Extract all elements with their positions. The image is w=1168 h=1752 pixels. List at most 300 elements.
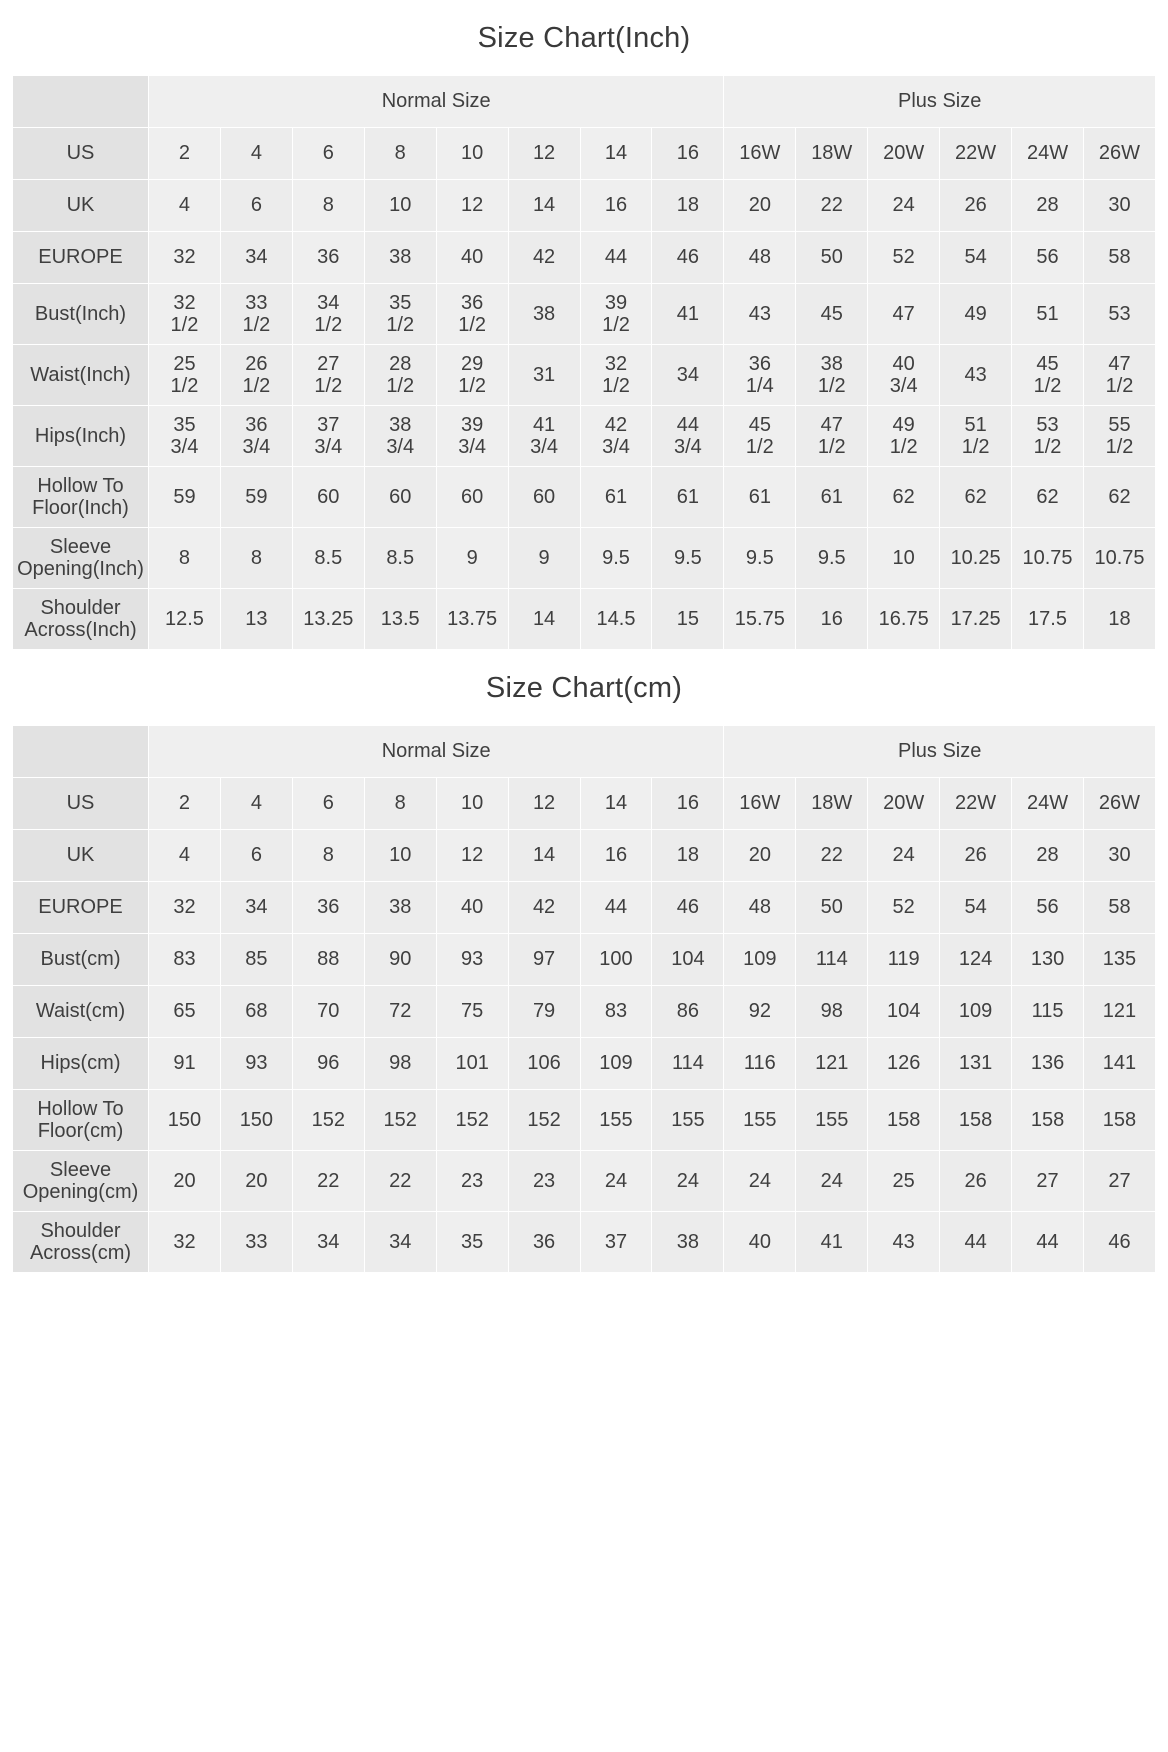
table-cell: 10 bbox=[436, 778, 508, 830]
table-cell: 51 bbox=[1012, 284, 1084, 345]
table-cell: 20 bbox=[149, 1151, 221, 1212]
row-label: Shoulder Across(Inch) bbox=[13, 589, 149, 650]
table-cell: 38 3/4 bbox=[364, 406, 436, 467]
table-cell: 62 bbox=[1012, 467, 1084, 528]
table-cell: 22 bbox=[292, 1151, 364, 1212]
table-cell: 32 1/2 bbox=[149, 284, 221, 345]
table-cell: 85 bbox=[220, 934, 292, 986]
table-cell: 40 3/4 bbox=[868, 345, 940, 406]
table-group-header: Normal Size bbox=[149, 76, 724, 128]
table-cell: 121 bbox=[796, 1038, 868, 1090]
table-cell: 46 bbox=[652, 882, 724, 934]
table-cell: 23 bbox=[436, 1151, 508, 1212]
table-cell: 59 bbox=[220, 467, 292, 528]
table-row bbox=[13, 1212, 1156, 1273]
table-cell: 8 bbox=[292, 180, 364, 232]
table-cell: 61 bbox=[796, 467, 868, 528]
table-cell: 60 bbox=[364, 467, 436, 528]
table-cell: 34 bbox=[364, 1212, 436, 1273]
table-cell: 61 bbox=[580, 467, 652, 528]
table-cell: 36 3/4 bbox=[220, 406, 292, 467]
table-corner-cell bbox=[13, 726, 149, 778]
row-label: Sleeve Opening(Inch) bbox=[13, 528, 149, 589]
table-cell: 43 bbox=[868, 1212, 940, 1273]
table-cell: 33 bbox=[220, 1212, 292, 1273]
table-cell: 24 bbox=[868, 830, 940, 882]
table-cell: 54 bbox=[940, 232, 1012, 284]
table-cell: 8.5 bbox=[292, 528, 364, 589]
table-cell: 20 bbox=[724, 830, 796, 882]
table-cell: 97 bbox=[508, 934, 580, 986]
table-cell: 12 bbox=[508, 128, 580, 180]
table-group-header-row bbox=[13, 726, 1156, 778]
table-cell: 44 bbox=[940, 1212, 1012, 1273]
table-cell: 158 bbox=[1083, 1090, 1155, 1151]
size-chart-table bbox=[12, 725, 1156, 1273]
table-cell: 22 bbox=[796, 180, 868, 232]
table-cell: 116 bbox=[724, 1038, 796, 1090]
table-cell: 109 bbox=[940, 986, 1012, 1038]
table-cell: 86 bbox=[652, 986, 724, 1038]
table-cell: 15.75 bbox=[724, 589, 796, 650]
table-cell: 24 bbox=[868, 180, 940, 232]
row-label: Bust(Inch) bbox=[13, 284, 149, 345]
table-cell: 20W bbox=[868, 778, 940, 830]
table-cell: 16.75 bbox=[868, 589, 940, 650]
table-cell: 44 bbox=[580, 882, 652, 934]
table-cell: 79 bbox=[508, 986, 580, 1038]
table-cell: 70 bbox=[292, 986, 364, 1038]
table-cell: 62 bbox=[868, 467, 940, 528]
table-cell: 46 bbox=[652, 232, 724, 284]
table-cell: 59 bbox=[149, 467, 221, 528]
table-row bbox=[13, 180, 1156, 232]
table-cell: 49 bbox=[940, 284, 1012, 345]
table-row bbox=[13, 406, 1156, 467]
table-cell: 60 bbox=[292, 467, 364, 528]
table-cell: 44 3/4 bbox=[652, 406, 724, 467]
table-cell: 20 bbox=[220, 1151, 292, 1212]
table-cell: 61 bbox=[724, 467, 796, 528]
table-cell: 93 bbox=[220, 1038, 292, 1090]
table-cell: 24 bbox=[724, 1151, 796, 1212]
table-cell: 34 bbox=[220, 232, 292, 284]
table-cell: 53 bbox=[1083, 284, 1155, 345]
table-row bbox=[13, 284, 1156, 345]
table-cell: 54 bbox=[940, 882, 1012, 934]
table-cell: 49 1/2 bbox=[868, 406, 940, 467]
table-cell: 18 bbox=[1083, 589, 1155, 650]
table-cell: 16 bbox=[652, 128, 724, 180]
table-cell: 40 bbox=[724, 1212, 796, 1273]
table-cell: 10.75 bbox=[1083, 528, 1155, 589]
table-cell: 13.5 bbox=[364, 589, 436, 650]
table-cell: 44 bbox=[1012, 1212, 1084, 1273]
table-cell: 55 1/2 bbox=[1083, 406, 1155, 467]
table-cell: 2 bbox=[149, 778, 221, 830]
table-cell: 9 bbox=[508, 528, 580, 589]
row-label: Hollow To Floor(Inch) bbox=[13, 467, 149, 528]
table-cell: 28 1/2 bbox=[364, 345, 436, 406]
table-cell: 65 bbox=[149, 986, 221, 1038]
table-row bbox=[13, 778, 1156, 830]
table-cell: 14 bbox=[508, 180, 580, 232]
table-cell: 40 bbox=[436, 882, 508, 934]
table-cell: 104 bbox=[868, 986, 940, 1038]
table-cell: 8 bbox=[364, 128, 436, 180]
table-cell: 36 bbox=[508, 1212, 580, 1273]
table-cell: 50 bbox=[796, 882, 868, 934]
table-cell: 14 bbox=[508, 589, 580, 650]
table-cell: 26 bbox=[940, 180, 1012, 232]
table-cell: 32 1/2 bbox=[580, 345, 652, 406]
table-row bbox=[13, 528, 1156, 589]
table-cell: 6 bbox=[220, 830, 292, 882]
table-group-header: Normal Size bbox=[149, 726, 724, 778]
table-cell: 106 bbox=[508, 1038, 580, 1090]
table-cell: 36 1/2 bbox=[436, 284, 508, 345]
table-cell: 32 bbox=[149, 1212, 221, 1273]
table-cell: 126 bbox=[868, 1038, 940, 1090]
table-cell: 45 bbox=[796, 284, 868, 345]
table-cell: 30 bbox=[1083, 180, 1155, 232]
row-label: US bbox=[13, 778, 149, 830]
table-cell: 34 bbox=[292, 1212, 364, 1273]
charts-container bbox=[12, 0, 1156, 1273]
table-cell: 93 bbox=[436, 934, 508, 986]
table-row bbox=[13, 830, 1156, 882]
table-cell: 6 bbox=[292, 778, 364, 830]
table-cell: 39 1/2 bbox=[580, 284, 652, 345]
table-cell: 13.75 bbox=[436, 589, 508, 650]
table-cell: 10 bbox=[436, 128, 508, 180]
table-cell: 16 bbox=[580, 180, 652, 232]
table-cell: 31 bbox=[508, 345, 580, 406]
table-cell: 28 bbox=[1012, 180, 1084, 232]
row-label: EUROPE bbox=[13, 232, 149, 284]
table-cell: 8 bbox=[292, 830, 364, 882]
row-label: US bbox=[13, 128, 149, 180]
table-cell: 83 bbox=[580, 986, 652, 1038]
table-cell: 53 1/2 bbox=[1012, 406, 1084, 467]
table-cell: 98 bbox=[796, 986, 868, 1038]
table-cell: 25 1/2 bbox=[149, 345, 221, 406]
table-cell: 35 3/4 bbox=[149, 406, 221, 467]
table-cell: 27 bbox=[1012, 1151, 1084, 1212]
table-cell: 27 bbox=[1083, 1151, 1155, 1212]
table-cell: 42 3/4 bbox=[580, 406, 652, 467]
table-cell: 15 bbox=[652, 589, 724, 650]
table-cell: 92 bbox=[724, 986, 796, 1038]
table-cell: 45 1/2 bbox=[724, 406, 796, 467]
table-row bbox=[13, 986, 1156, 1038]
table-cell: 4 bbox=[220, 128, 292, 180]
table-cell: 38 1/2 bbox=[796, 345, 868, 406]
table-cell: 62 bbox=[1083, 467, 1155, 528]
table-cell: 32 bbox=[149, 882, 221, 934]
table-cell: 121 bbox=[1083, 986, 1155, 1038]
table-cell: 41 3/4 bbox=[508, 406, 580, 467]
table-cell: 26 1/2 bbox=[220, 345, 292, 406]
table-cell: 141 bbox=[1083, 1038, 1155, 1090]
row-label: Hollow To Floor(cm) bbox=[13, 1090, 149, 1151]
table-cell: 155 bbox=[724, 1090, 796, 1151]
table-cell: 38 bbox=[364, 882, 436, 934]
table-cell: 26 bbox=[940, 830, 1012, 882]
table-cell: 158 bbox=[868, 1090, 940, 1151]
table-cell: 33 1/2 bbox=[220, 284, 292, 345]
table-cell: 83 bbox=[149, 934, 221, 986]
chart-title: Size Chart(Inch) bbox=[477, 22, 691, 54]
table-cell: 155 bbox=[796, 1090, 868, 1151]
table-cell: 114 bbox=[652, 1038, 724, 1090]
table-cell: 72 bbox=[364, 986, 436, 1038]
table-cell: 12.5 bbox=[149, 589, 221, 650]
table-cell: 9.5 bbox=[580, 528, 652, 589]
table-cell: 135 bbox=[1083, 934, 1155, 986]
table-cell: 36 1/4 bbox=[724, 345, 796, 406]
table-row bbox=[13, 1038, 1156, 1090]
table-cell: 38 bbox=[508, 284, 580, 345]
table-cell: 44 bbox=[580, 232, 652, 284]
table-cell: 90 bbox=[364, 934, 436, 986]
table-cell: 8 bbox=[220, 528, 292, 589]
table-cell: 32 bbox=[149, 232, 221, 284]
table-cell: 26W bbox=[1083, 128, 1155, 180]
row-label: UK bbox=[13, 180, 149, 232]
table-cell: 16 bbox=[796, 589, 868, 650]
table-cell: 150 bbox=[149, 1090, 221, 1151]
table-cell: 16 bbox=[580, 830, 652, 882]
table-cell: 28 bbox=[1012, 830, 1084, 882]
table-cell: 9.5 bbox=[724, 528, 796, 589]
table-cell: 10 bbox=[364, 180, 436, 232]
table-row bbox=[13, 1090, 1156, 1151]
table-cell: 10.25 bbox=[940, 528, 1012, 589]
table-cell: 60 bbox=[508, 467, 580, 528]
table-row bbox=[13, 934, 1156, 986]
table-cell: 109 bbox=[580, 1038, 652, 1090]
table-cell: 8 bbox=[149, 528, 221, 589]
table-cell: 24 bbox=[652, 1151, 724, 1212]
table-cell: 34 bbox=[220, 882, 292, 934]
table-cell: 41 bbox=[652, 284, 724, 345]
table-cell: 14 bbox=[580, 778, 652, 830]
row-label: EUROPE bbox=[13, 882, 149, 934]
table-cell: 10 bbox=[364, 830, 436, 882]
table-corner-cell bbox=[13, 76, 149, 128]
table-cell: 14 bbox=[508, 830, 580, 882]
table-cell: 158 bbox=[1012, 1090, 1084, 1151]
table-cell: 50 bbox=[796, 232, 868, 284]
table-row bbox=[13, 232, 1156, 284]
table-row bbox=[13, 128, 1156, 180]
table-cell: 10.75 bbox=[1012, 528, 1084, 589]
table-cell: 100 bbox=[580, 934, 652, 986]
table-cell: 10 bbox=[868, 528, 940, 589]
table-cell: 13 bbox=[220, 589, 292, 650]
table-cell: 119 bbox=[868, 934, 940, 986]
table-cell: 46 bbox=[1083, 1212, 1155, 1273]
table-cell: 38 bbox=[652, 1212, 724, 1273]
table-cell: 20 bbox=[724, 180, 796, 232]
table-cell: 4 bbox=[220, 778, 292, 830]
table-cell: 24W bbox=[1012, 128, 1084, 180]
table-cell: 52 bbox=[868, 882, 940, 934]
table-cell: 152 bbox=[292, 1090, 364, 1151]
table-cell: 18 bbox=[652, 830, 724, 882]
table-cell: 2 bbox=[149, 128, 221, 180]
table-cell: 37 bbox=[580, 1212, 652, 1273]
table-cell: 12 bbox=[508, 778, 580, 830]
table-cell: 16W bbox=[724, 128, 796, 180]
table-cell: 47 1/2 bbox=[796, 406, 868, 467]
table-cell: 14.5 bbox=[580, 589, 652, 650]
table-cell: 36 bbox=[292, 882, 364, 934]
row-label: Waist(Inch) bbox=[13, 345, 149, 406]
table-cell: 12 bbox=[436, 180, 508, 232]
table-cell: 39 3/4 bbox=[436, 406, 508, 467]
table-cell: 22 bbox=[796, 830, 868, 882]
table-cell: 91 bbox=[149, 1038, 221, 1090]
table-cell: 22W bbox=[940, 128, 1012, 180]
table-cell: 17.5 bbox=[1012, 589, 1084, 650]
table-group-header-row bbox=[13, 76, 1156, 128]
table-cell: 17.25 bbox=[940, 589, 1012, 650]
table-cell: 61 bbox=[652, 467, 724, 528]
row-label: Waist(cm) bbox=[13, 986, 149, 1038]
table-cell: 75 bbox=[436, 986, 508, 1038]
table-cell: 47 1/2 bbox=[1083, 345, 1155, 406]
table-cell: 68 bbox=[220, 986, 292, 1038]
table-cell: 131 bbox=[940, 1038, 1012, 1090]
table-cell: 27 1/2 bbox=[292, 345, 364, 406]
table-cell: 9.5 bbox=[652, 528, 724, 589]
table-cell: 24W bbox=[1012, 778, 1084, 830]
row-label: Sleeve Opening(cm) bbox=[13, 1151, 149, 1212]
table-cell: 109 bbox=[724, 934, 796, 986]
table-cell: 9.5 bbox=[796, 528, 868, 589]
table-row bbox=[13, 467, 1156, 528]
table-cell: 37 3/4 bbox=[292, 406, 364, 467]
size-chart-table bbox=[12, 75, 1156, 650]
table-cell: 6 bbox=[220, 180, 292, 232]
table-cell: 14 bbox=[580, 128, 652, 180]
row-label: UK bbox=[13, 830, 149, 882]
table-cell: 42 bbox=[508, 232, 580, 284]
table-cell: 43 bbox=[940, 345, 1012, 406]
table-cell: 18W bbox=[796, 778, 868, 830]
table-cell: 52 bbox=[868, 232, 940, 284]
table-cell: 40 bbox=[436, 232, 508, 284]
table-cell: 136 bbox=[1012, 1038, 1084, 1090]
table-cell: 26 bbox=[940, 1151, 1012, 1212]
row-label: Hips(cm) bbox=[13, 1038, 149, 1090]
table-cell: 16 bbox=[652, 778, 724, 830]
row-label: Hips(Inch) bbox=[13, 406, 149, 467]
table-cell: 34 bbox=[652, 345, 724, 406]
table-cell: 41 bbox=[796, 1212, 868, 1273]
table-cell: 96 bbox=[292, 1038, 364, 1090]
table-cell: 58 bbox=[1083, 882, 1155, 934]
table-cell: 35 1/2 bbox=[364, 284, 436, 345]
table-cell: 25 bbox=[868, 1151, 940, 1212]
row-label: Bust(cm) bbox=[13, 934, 149, 986]
table-row bbox=[13, 589, 1156, 650]
table-cell: 24 bbox=[580, 1151, 652, 1212]
table-cell: 98 bbox=[364, 1038, 436, 1090]
table-cell: 42 bbox=[508, 882, 580, 934]
table-cell: 60 bbox=[436, 467, 508, 528]
table-cell: 18 bbox=[652, 180, 724, 232]
table-cell: 56 bbox=[1012, 882, 1084, 934]
table-cell: 155 bbox=[580, 1090, 652, 1151]
table-cell: 43 bbox=[724, 284, 796, 345]
table-row bbox=[13, 882, 1156, 934]
table-cell: 29 1/2 bbox=[436, 345, 508, 406]
table-cell: 155 bbox=[652, 1090, 724, 1151]
table-cell: 130 bbox=[1012, 934, 1084, 986]
table-cell: 6 bbox=[292, 128, 364, 180]
table-cell: 38 bbox=[364, 232, 436, 284]
table-row bbox=[13, 345, 1156, 406]
table-cell: 36 bbox=[292, 232, 364, 284]
table-cell: 22W bbox=[940, 778, 1012, 830]
table-cell: 4 bbox=[149, 830, 221, 882]
table-group-header: Plus Size bbox=[724, 726, 1156, 778]
table-cell: 26W bbox=[1083, 778, 1155, 830]
table-group-header: Plus Size bbox=[724, 76, 1156, 128]
table-cell: 9 bbox=[436, 528, 508, 589]
table-cell: 56 bbox=[1012, 232, 1084, 284]
table-cell: 48 bbox=[724, 232, 796, 284]
table-cell: 34 1/2 bbox=[292, 284, 364, 345]
table-cell: 152 bbox=[364, 1090, 436, 1151]
chart-title: Size Chart(cm) bbox=[485, 672, 683, 704]
table-cell: 51 1/2 bbox=[940, 406, 1012, 467]
table-cell: 62 bbox=[940, 467, 1012, 528]
table-cell: 58 bbox=[1083, 232, 1155, 284]
table-cell: 45 1/2 bbox=[1012, 345, 1084, 406]
table-cell: 158 bbox=[940, 1090, 1012, 1151]
table-cell: 13.25 bbox=[292, 589, 364, 650]
table-cell: 4 bbox=[149, 180, 221, 232]
table-cell: 18W bbox=[796, 128, 868, 180]
table-cell: 12 bbox=[436, 830, 508, 882]
table-cell: 24 bbox=[796, 1151, 868, 1212]
row-label: Shoulder Across(cm) bbox=[13, 1212, 149, 1273]
table-cell: 35 bbox=[436, 1212, 508, 1273]
table-cell: 101 bbox=[436, 1038, 508, 1090]
table-cell: 16W bbox=[724, 778, 796, 830]
table-cell: 124 bbox=[940, 934, 1012, 986]
table-cell: 23 bbox=[508, 1151, 580, 1212]
table-cell: 115 bbox=[1012, 986, 1084, 1038]
table-cell: 114 bbox=[796, 934, 868, 986]
table-cell: 30 bbox=[1083, 830, 1155, 882]
table-cell: 8 bbox=[364, 778, 436, 830]
table-cell: 152 bbox=[436, 1090, 508, 1151]
table-cell: 152 bbox=[508, 1090, 580, 1151]
table-cell: 22 bbox=[364, 1151, 436, 1212]
table-cell: 47 bbox=[868, 284, 940, 345]
table-cell: 150 bbox=[220, 1090, 292, 1151]
table-cell: 48 bbox=[724, 882, 796, 934]
table-row bbox=[13, 1151, 1156, 1212]
table-cell: 88 bbox=[292, 934, 364, 986]
table-cell: 8.5 bbox=[364, 528, 436, 589]
table-cell: 20W bbox=[868, 128, 940, 180]
